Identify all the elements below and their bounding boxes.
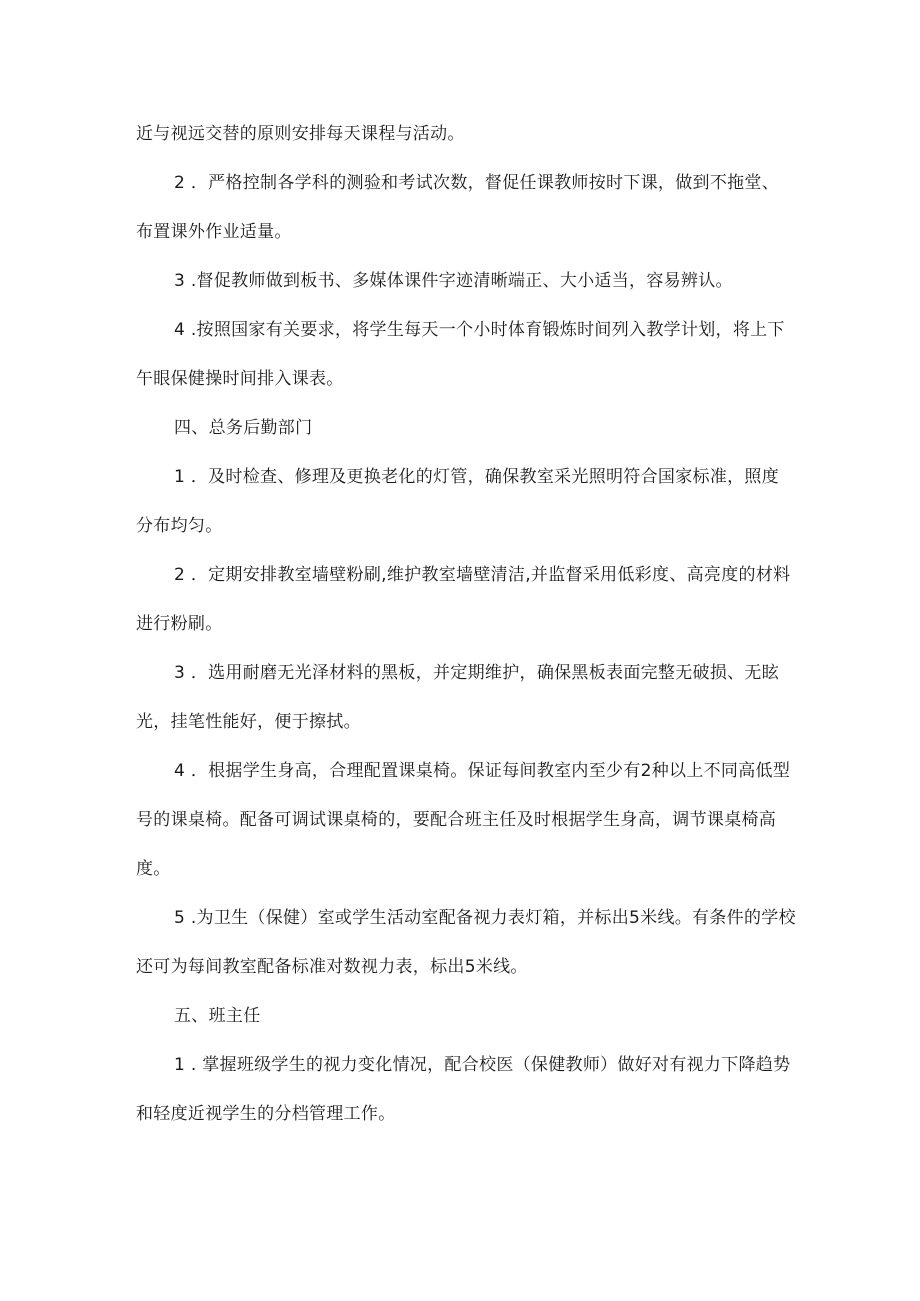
paragraph-item-4-exercise: 4 .按照国家有关要求，将学生每天一个小时体育锻炼时间列入教学计划，将上下午眼保健操时间排入课表。 <box>136 320 785 389</box>
paragraph-item-1-lighting: 1 ．及时检查、修理及更换老化的灯管，确保教室采光照明符合国家标准，照度分布均匀。 <box>136 467 780 536</box>
paragraph-item-2-walls: 2 ．定期安排教室墙壁粉刷,维护教室墙壁清洁,并监督采用低彩度、高亮度的材料进行粉刷。 <box>136 565 791 634</box>
paragraph-item-1-vision-tracking: 1 . 掌握班级学生的视力变化情况，配合校医（保健教师）做好对有视力下降趋势和轻度近视学生的分档管理工作。 <box>136 1055 791 1124</box>
section-heading-logistics: 四、总务后勤部门 <box>174 418 313 438</box>
paragraph-continuation: 近与视远交替的原则安排每天课程与活动。 <box>136 124 465 144</box>
paragraph-item-3-blackboard: 3 ．选用耐磨无光泽材料的黑板，并定期维护，确保黑板表面完整无破损、无眩光，挂笔性能好，便于擦拭。 <box>136 663 780 732</box>
section-heading-head-teacher: 五、班主任 <box>174 1006 261 1026</box>
paragraph-item-5-vision-chart: 5 .为卫生（保健）室或学生活动室配备视力表灯箱，并标出5米线。有条件的学校还可为每间教室配备标准对数视力表，标出5米线。 <box>136 908 796 977</box>
paragraph-item-4-desks: 4 ．根据学生身高，合理配置课桌椅。保证每间教室内至少有2种以上不同高低型号的课桌椅。配备可调试课桌椅的，要配合班主任及时根据学生身高，调节课桌椅高度。 <box>136 761 791 879</box>
paragraph-item-3-blackboard-writing: 3 .督促教师做到板书、多媒体课件字迹清晰端正、大小适当，容易辨认。 <box>174 271 733 291</box>
paragraph-item-2-exams: 2 ．严格控制各学科的测验和考试次数，督促任课教师按时下课，做到不拖堂、布置课外作业适量。 <box>136 173 780 242</box>
